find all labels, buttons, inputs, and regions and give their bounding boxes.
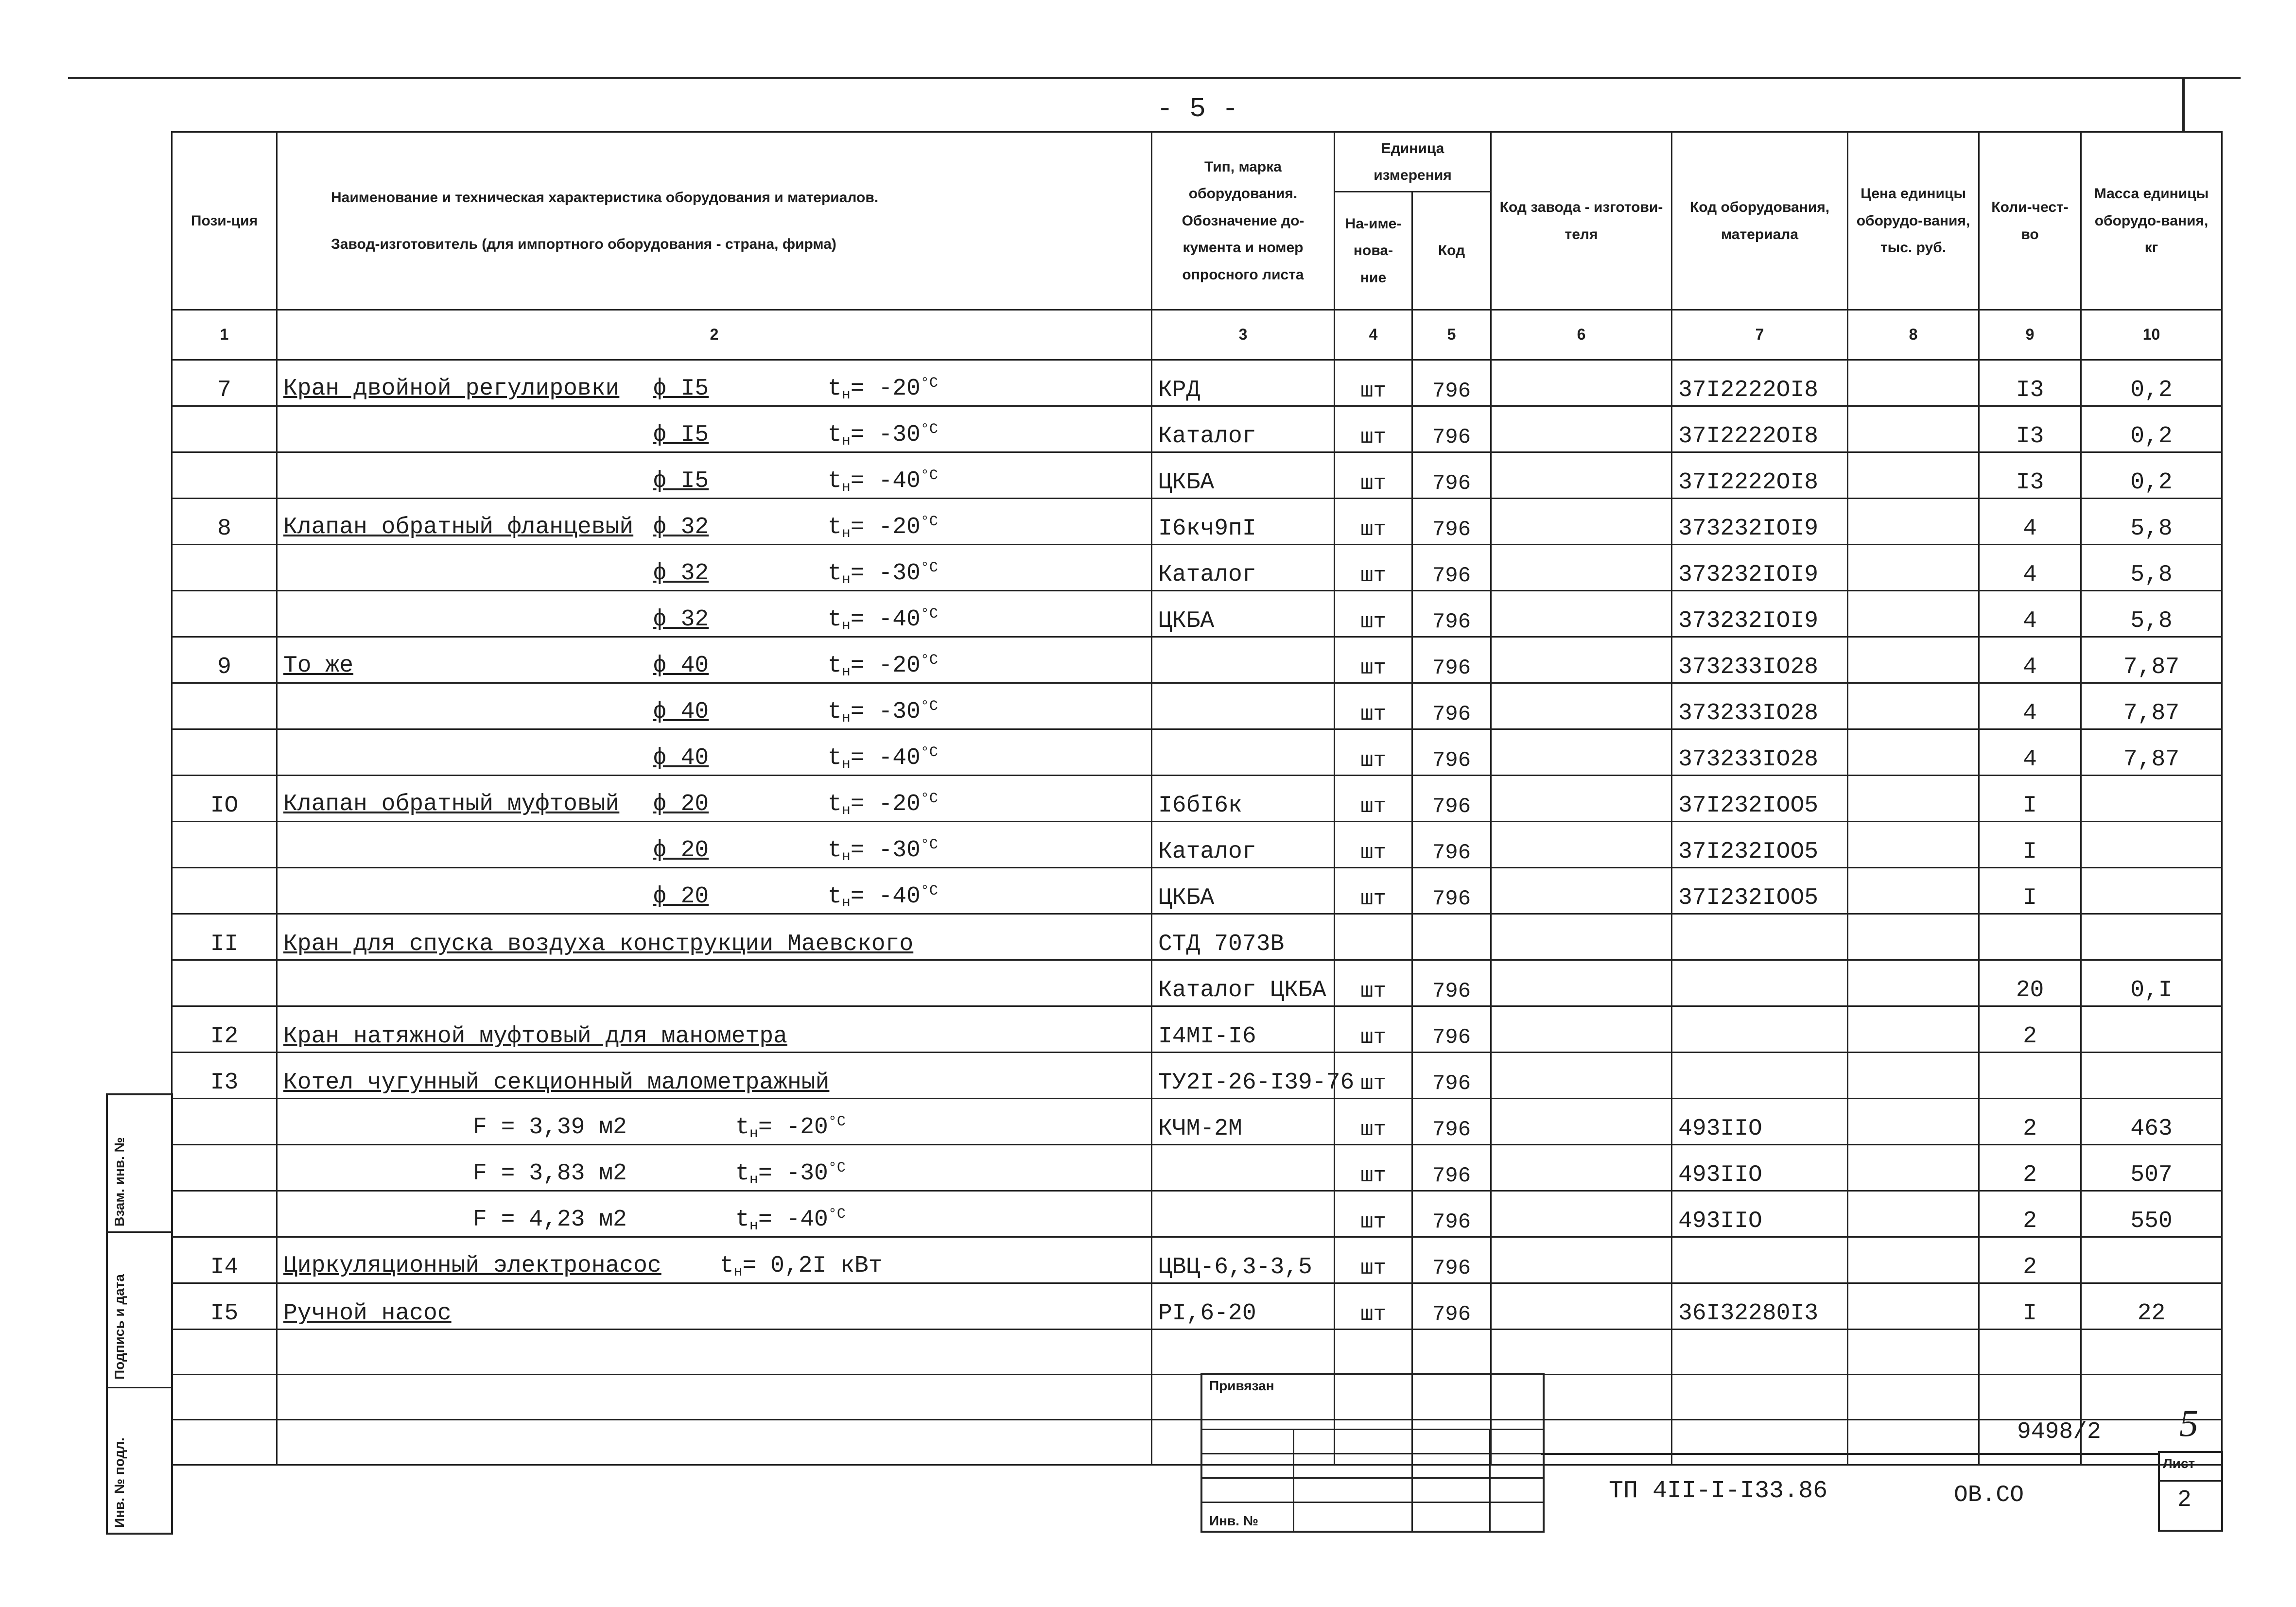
cell-mfr [1491, 360, 1672, 406]
cell-type: СТД 7073В [1152, 914, 1335, 960]
temperature: $t_н= -30^{^\circ C}$ [828, 698, 938, 726]
inv-number-label: Инв. № [1209, 1513, 1259, 1528]
cell-price [1848, 914, 1979, 960]
cell-mfr [1491, 452, 1672, 499]
table-row [172, 683, 2222, 729]
cell-unit-code: 796 [1412, 729, 1491, 776]
cell-type: ЦВЦ-6,3-3,5 [1152, 1237, 1335, 1283]
cell-unit: шт [1335, 591, 1412, 637]
cell-item-code: 36I32280I3 [1672, 1283, 1848, 1330]
title-divider [1541, 1453, 2158, 1455]
cell-unit: шт [1335, 1145, 1412, 1191]
header-name: Наименование и техническая характеристика оборудования и материалов. Завод-изготовитель (для импортного оборудования - страна, фирма) [277, 132, 1152, 310]
cell-item-code: 37I2222OI8 [1672, 360, 1848, 406]
cell-item-code: 373233IO28 [1672, 729, 1848, 776]
cell-position: 8 [172, 499, 277, 545]
cell-item-code [1672, 1237, 1848, 1283]
cell-qty: 2 [1979, 1006, 2081, 1053]
cell-mass [2081, 776, 2222, 822]
cell-qty: I [1979, 868, 2081, 914]
cell-mass: 0,I [2081, 960, 2222, 1006]
cell-item-code: 493IIO [1672, 1099, 1848, 1145]
temperature: $t_н= -30^{^\circ C}$ [828, 421, 938, 449]
cell-item-code: 37I232IOO5 [1672, 776, 1848, 822]
cell-mfr [1491, 637, 1672, 683]
cell-unit: шт [1335, 545, 1412, 591]
cell-mass: 5,8 [2081, 499, 2222, 545]
cell-price [1848, 1053, 1979, 1099]
cell-name: ϕ 40 $t_н= -40^{^\circ C}$ [277, 729, 1152, 776]
cell-price [1848, 1191, 1979, 1237]
cell-mass: 22 [2081, 1283, 2222, 1330]
cell-position: I4 [172, 1237, 277, 1283]
cell-position [172, 1191, 277, 1237]
cell-name: Ручной насос [277, 1283, 1152, 1330]
temperature: $t_н= -40^{^\circ C}$ [828, 883, 938, 911]
cell-position: I3 [172, 1053, 277, 1099]
cell-name: ϕ I5 $t_н= -40^{^\circ C}$ [277, 452, 1152, 499]
cell-qty: 2 [1979, 1099, 2081, 1145]
cell-mass [2081, 1237, 2222, 1283]
cell-name: Котел чугунный секционный малометражный [277, 1053, 1152, 1099]
cell-price [1848, 591, 1979, 637]
cell-mfr [1491, 683, 1672, 729]
cell-qty [1979, 1053, 2081, 1099]
cell-position [172, 545, 277, 591]
cell-mfr [1491, 1191, 1672, 1237]
colnum: 4 [1335, 310, 1412, 360]
colnum: 7 [1672, 310, 1848, 360]
cell-price [1848, 822, 1979, 868]
table-row [172, 499, 2222, 545]
cell-price [1848, 1006, 1979, 1053]
table-row [172, 822, 2222, 868]
cell-qty: 4 [1979, 591, 2081, 637]
cell-unit-code: 796 [1412, 683, 1491, 729]
cell-position [172, 406, 277, 452]
cell-name: ϕ 40 $t_н= -30^{^\circ C}$ [277, 683, 1152, 729]
cell-position: 9 [172, 637, 277, 683]
cell-unit [1335, 914, 1412, 960]
cell-mfr [1491, 545, 1672, 591]
cell-type: ЦКБА [1152, 452, 1335, 499]
cell-mfr [1491, 960, 1672, 1006]
stamp-signature-date: Подпись и дата [112, 1274, 127, 1380]
cell-price [1848, 637, 1979, 683]
table-row [172, 960, 2222, 1006]
cell-type: I6кч9пI [1152, 499, 1335, 545]
cell-unit: шт [1335, 1099, 1412, 1145]
cell-type [1152, 1191, 1335, 1237]
cell-unit-code: 796 [1412, 452, 1491, 499]
cell-position [172, 822, 277, 868]
cell-mfr [1491, 776, 1672, 822]
cell-position: I2 [172, 1006, 277, 1053]
temperature: $t_н= -20^{^\circ C}$ [828, 652, 938, 680]
cell-item-code: 37I2222OI8 [1672, 406, 1848, 452]
cell-mass [2081, 868, 2222, 914]
cell-name: F = 3,39 м2 $t_н= -20^{^\circ C}$ [277, 1099, 1152, 1145]
cell-mfr [1491, 591, 1672, 637]
colnum: 6 [1491, 310, 1672, 360]
cell-type: ЦКБА [1152, 591, 1335, 637]
frame-right-tick [2182, 78, 2185, 132]
cell-mass: 550 [2081, 1191, 2222, 1237]
stamp-original-inv: Инв. № подл. [112, 1437, 127, 1528]
cell-type: Каталог ЦКБА [1152, 960, 1335, 1006]
cell-qty: I [1979, 776, 2081, 822]
cell-mfr [1491, 1145, 1672, 1191]
cell-mfr [1491, 406, 1672, 452]
cell-price [1848, 360, 1979, 406]
cell-unit-code: 796 [1412, 591, 1491, 637]
cell-qty [1979, 914, 2081, 960]
temperature: $t_н= -20^{^\circ C}$ [828, 791, 938, 819]
cell-unit: шт [1335, 868, 1412, 914]
cell-name: ϕ 32 $t_н= -30^{^\circ C}$ [277, 545, 1152, 591]
cell-unit-code: 796 [1412, 868, 1491, 914]
cell-position: II [172, 914, 277, 960]
cell-type: ЦКБА [1152, 868, 1335, 914]
cell-name: F = 3,83 м2 $t_н= -30^{^\circ C}$ [277, 1145, 1152, 1191]
cell-unit: шт [1335, 1191, 1412, 1237]
cell-item-code [1672, 914, 1848, 960]
table-row [172, 729, 2222, 776]
cell-mass [2081, 822, 2222, 868]
header-quantity: Коли-чест-во [1979, 132, 2081, 310]
cell-type [1152, 637, 1335, 683]
cell-type: ТУ2I-26-I39-76 [1152, 1053, 1335, 1099]
cell-position [172, 591, 277, 637]
colnum: 10 [2081, 310, 2222, 360]
cell-qty: 4 [1979, 637, 2081, 683]
cell-mass: 7,87 [2081, 637, 2222, 683]
cell-price [1848, 1099, 1979, 1145]
cell-mfr [1491, 1053, 1672, 1099]
cell-unit: шт [1335, 499, 1412, 545]
table-row [172, 1283, 2222, 1330]
table-row [172, 1053, 2222, 1099]
cell-item-code [1672, 960, 1848, 1006]
cell-unit: шт [1335, 360, 1412, 406]
table-row [172, 868, 2222, 914]
cell-unit-code [1412, 914, 1491, 960]
cell-mass: 0,2 [2081, 406, 2222, 452]
cell-name: Кран для спуска воздуха конструкции Маевского [277, 914, 1152, 960]
cell-price [1848, 1237, 1979, 1283]
cell-qty: 4 [1979, 499, 2081, 545]
colnum: 8 [1848, 310, 1979, 360]
cell-type: I4МI-I6 [1152, 1006, 1335, 1053]
table-row [172, 637, 2222, 683]
cell-position [172, 868, 277, 914]
cell-name: ϕ 32 $t_н= -40^{^\circ C}$ [277, 591, 1152, 637]
blank-row [172, 1375, 2222, 1420]
cell-qty: 2 [1979, 1191, 2081, 1237]
table-row [172, 545, 2222, 591]
cell-item-code: 373232IOI9 [1672, 545, 1848, 591]
sheet-number: 2 [2177, 1487, 2192, 1513]
cell-mfr [1491, 729, 1672, 776]
cell-mfr [1491, 1099, 1672, 1145]
cell-qty: 4 [1979, 683, 2081, 729]
cell-mass [2081, 914, 2222, 960]
cell-mass [2081, 1053, 2222, 1099]
cell-position [172, 729, 277, 776]
cell-item-code: 493IIO [1672, 1191, 1848, 1237]
handwritten-page: 5 [2179, 1402, 2198, 1444]
cell-item-code: 373232IOI9 [1672, 499, 1848, 545]
temperature: $t_н= -30^{^\circ C}$ [828, 560, 938, 588]
cell-qty: I3 [1979, 452, 2081, 499]
cell-qty: 2 [1979, 1237, 2081, 1283]
cell-unit: шт [1335, 776, 1412, 822]
table-row [172, 1191, 2222, 1237]
cell-qty: I3 [1979, 406, 2081, 452]
cell-name: Кран натяжной муфтовый для манометра [277, 1006, 1152, 1053]
cell-qty: 4 [1979, 545, 2081, 591]
cell-name: F = 4,23 м2 $t_н= -40^{^\circ C}$ [277, 1191, 1152, 1237]
cell-position [172, 452, 277, 499]
spec-body [172, 360, 2222, 1465]
cell-item-code: 373233IO28 [1672, 683, 1848, 729]
cell-unit: шт [1335, 637, 1412, 683]
cell-unit-code: 796 [1412, 960, 1491, 1006]
cell-price [1848, 1145, 1979, 1191]
cell-price [1848, 729, 1979, 776]
table-row [172, 1099, 2222, 1145]
cell-qty: 4 [1979, 729, 2081, 776]
cell-type [1152, 1145, 1335, 1191]
cell-unit: шт [1335, 1237, 1412, 1283]
table-row [172, 914, 2222, 960]
header-mass: Масса единицы оборудо-вания, кг [2081, 132, 2222, 310]
cell-unit: шт [1335, 822, 1412, 868]
cell-type: Каталог [1152, 545, 1335, 591]
temperature: $t_н= -40^{^\circ C}$ [828, 744, 938, 773]
cell-type: Каталог [1152, 822, 1335, 868]
header-mfr-code: Код завода - изготови-теля [1491, 132, 1672, 310]
temperature: $t_н= -20^{^\circ C}$ [735, 1114, 846, 1142]
cell-name: Кран двойной регулировки ϕ I5 $t_н= -20^{^\circ C}$ [277, 360, 1152, 406]
cell-mfr [1491, 1283, 1672, 1330]
header-position: Пози-ция [172, 132, 277, 310]
cell-position: I5 [172, 1283, 277, 1330]
cell-item-code [1672, 1006, 1848, 1053]
cell-unit: шт [1335, 452, 1412, 499]
cell-mass: 463 [2081, 1099, 2222, 1145]
cell-position [172, 1145, 277, 1191]
cell-unit-code: 796 [1412, 1191, 1491, 1237]
cell-unit: шт [1335, 1053, 1412, 1099]
cell-qty: 20 [1979, 960, 2081, 1006]
cell-unit-code: 796 [1412, 1283, 1491, 1330]
table-row [172, 406, 2222, 452]
cell-item-code: 37I232IOO5 [1672, 822, 1848, 868]
cell-mfr [1491, 868, 1672, 914]
attached-label: Привязан [1209, 1378, 1274, 1393]
cell-unit-code: 796 [1412, 822, 1491, 868]
cell-unit-code: 796 [1412, 1145, 1491, 1191]
header-unit-code: Код [1412, 192, 1491, 310]
section-code: ОВ.СО [1954, 1482, 2024, 1508]
stamp-replace-inv: Взам. инв. № [112, 1137, 127, 1227]
cell-price [1848, 868, 1979, 914]
frame-top-line [68, 77, 2241, 79]
table-row [172, 1145, 2222, 1191]
temperature: $t_н= -40^{^\circ C}$ [735, 1206, 846, 1234]
colnum: 1 [172, 310, 277, 360]
cell-unit: шт [1335, 406, 1412, 452]
equipment-spec-table [171, 131, 2223, 1466]
cell-type: I6бI6к [1152, 776, 1335, 822]
cell-mass [2081, 1006, 2222, 1053]
cell-name: Циркуляционный электронасос $t_н= 0,2I$ кВт [277, 1237, 1152, 1283]
cell-unit: шт [1335, 960, 1412, 1006]
cell-unit: шт [1335, 1006, 1412, 1053]
cell-item-code: 37I232IOO5 [1672, 868, 1848, 914]
table-row [172, 591, 2222, 637]
table-row [172, 360, 2222, 406]
cell-price [1848, 452, 1979, 499]
sheet-box [2158, 1451, 2223, 1532]
cell-type: КЧМ-2М [1152, 1099, 1335, 1145]
cell-price [1848, 683, 1979, 729]
colnum: 2 [277, 310, 1152, 360]
cell-mfr [1491, 1237, 1672, 1283]
cell-position: IO [172, 776, 277, 822]
cell-qty: I3 [1979, 360, 2081, 406]
cell-mass: 7,87 [2081, 729, 2222, 776]
cell-name: То же ϕ 40 $t_н= -20^{^\circ C}$ [277, 637, 1152, 683]
cell-mass: 507 [2081, 1145, 2222, 1191]
cell-price [1848, 545, 1979, 591]
cell-name: ϕ 20 $t_н= -40^{^\circ C}$ [277, 868, 1152, 914]
temperature: $t_н= -40^{^\circ C}$ [828, 467, 938, 496]
cell-mfr [1491, 914, 1672, 960]
cell-price [1848, 499, 1979, 545]
cell-item-code: 493IIO [1672, 1145, 1848, 1191]
cell-mass: 0,2 [2081, 360, 2222, 406]
cell-type [1152, 729, 1335, 776]
cell-unit: шт [1335, 729, 1412, 776]
cell-price [1848, 776, 1979, 822]
table-row [172, 1237, 2222, 1283]
column-number-row [172, 310, 2222, 360]
blank-row [172, 1330, 2222, 1375]
cell-item-code: 373232IOI9 [1672, 591, 1848, 637]
cell-position [172, 1099, 277, 1145]
cell-unit: шт [1335, 1283, 1412, 1330]
cell-name [277, 960, 1152, 1006]
cell-mass: 5,8 [2081, 591, 2222, 637]
document-code: ТП 4II-I-I33.86 [1609, 1477, 1828, 1505]
cell-unit-code: 796 [1412, 360, 1491, 406]
cell-mfr [1491, 822, 1672, 868]
binding-stamp-strip [106, 1093, 173, 1535]
blank-row [172, 1420, 2222, 1465]
table-row [172, 1006, 2222, 1053]
cell-unit-code: 796 [1412, 1237, 1491, 1283]
temperature: $t_н= -40^{^\circ C}$ [828, 606, 938, 634]
cell-position [172, 683, 277, 729]
cell-name: Клапан обратный фланцевый ϕ 32 $t_н= -20^{^\circ C}$ [277, 499, 1152, 545]
header-type: Тип, марка оборудования. Обозначение до-кумента и номер опросного листа [1152, 132, 1335, 310]
cell-name: ϕ 20 $t_н= -30^{^\circ C}$ [277, 822, 1152, 868]
cell-mass: 7,87 [2081, 683, 2222, 729]
temperature: $t_н= -20^{^\circ C}$ [828, 514, 938, 542]
sheet-label: Лист [2163, 1456, 2195, 1471]
header-price: Цена единицы оборудо-вания, тыс. руб. [1848, 132, 1979, 310]
cell-unit-code: 796 [1412, 637, 1491, 683]
colnum: 9 [1979, 310, 2081, 360]
title-block-attached [1200, 1373, 1545, 1533]
cell-unit: шт [1335, 683, 1412, 729]
archive-number: 9498/2 [2017, 1419, 2101, 1445]
colnum: 5 [1412, 310, 1491, 360]
cell-price [1848, 406, 1979, 452]
cell-unit-code: 796 [1412, 1099, 1491, 1145]
cell-item-code [1672, 1053, 1848, 1099]
cell-qty: 2 [1979, 1145, 2081, 1191]
cell-unit-code: 796 [1412, 1053, 1491, 1099]
temperature: $t_н= -30^{^\circ C}$ [828, 837, 938, 865]
cell-unit-code: 796 [1412, 406, 1491, 452]
cell-type [1152, 683, 1335, 729]
cell-qty: I [1979, 822, 2081, 868]
cell-item-code: 37I2222OI8 [1672, 452, 1848, 499]
cell-mfr [1491, 499, 1672, 545]
temperature: $t_н= -30^{^\circ C}$ [735, 1160, 846, 1188]
cell-unit-code: 796 [1412, 776, 1491, 822]
cell-name: Клапан обратный муфтовый ϕ 20 $t_н= -20^{^\circ C}$ [277, 776, 1152, 822]
colnum: 3 [1152, 310, 1335, 360]
cell-unit-code: 796 [1412, 499, 1491, 545]
cell-qty: I [1979, 1283, 2081, 1330]
cell-name: ϕ I5 $t_н= -30^{^\circ C}$ [277, 406, 1152, 452]
page-number: - 5 - [1157, 93, 1239, 124]
cell-type: КРД [1152, 360, 1335, 406]
cell-mfr [1491, 1006, 1672, 1053]
header-unit-group: Единица измерения [1335, 132, 1491, 192]
cell-item-code: 373233IO28 [1672, 637, 1848, 683]
cell-position: 7 [172, 360, 277, 406]
table-row [172, 776, 2222, 822]
cell-mass: 5,8 [2081, 545, 2222, 591]
cell-position [172, 960, 277, 1006]
temperature: $t_н= -20^{^\circ C}$ [828, 375, 938, 403]
cell-unit-code: 796 [1412, 545, 1491, 591]
cell-mass: 0,2 [2081, 452, 2222, 499]
cell-type: Каталог [1152, 406, 1335, 452]
cell-price [1848, 1283, 1979, 1330]
cell-price [1848, 960, 1979, 1006]
header-item-code: Код оборудования, материала [1672, 132, 1848, 310]
table-row [172, 452, 2222, 499]
cell-unit-code: 796 [1412, 1006, 1491, 1053]
cell-type: РI,6-20 [1152, 1283, 1335, 1330]
header-unit-name: На-име-нова-ние [1335, 192, 1412, 310]
